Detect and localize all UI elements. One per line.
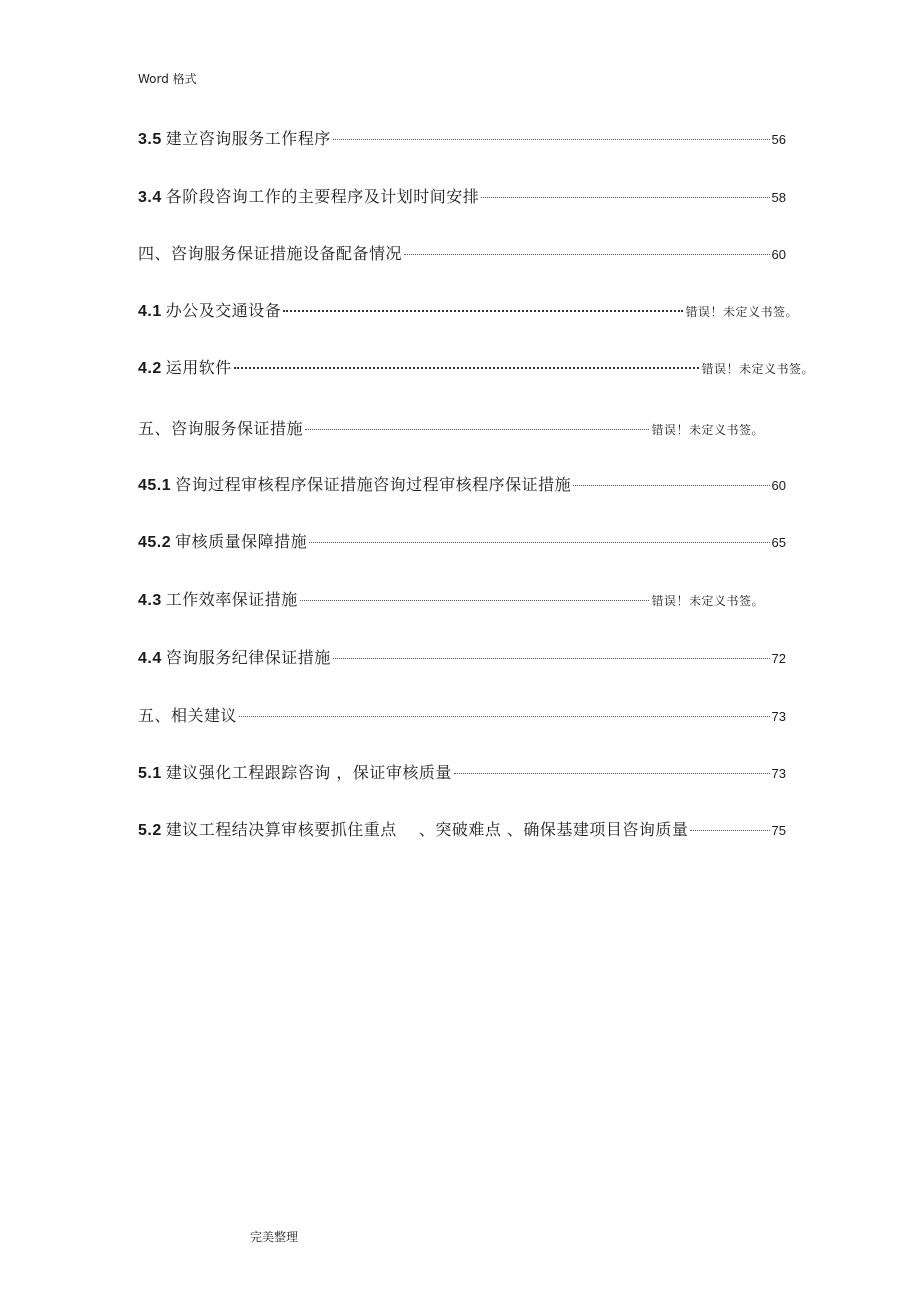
toc-entry-title: 5.1 建议强化工程跟踪咨询 ，保证审核质量 bbox=[138, 763, 452, 782]
toc-page-number: 58 bbox=[771, 190, 786, 205]
page-footer: 完美整理 bbox=[250, 1230, 299, 1244]
toc-entry-title: 45.1 咨询过程审核程序保证措施咨询过程审核程序保证措施 bbox=[138, 475, 572, 494]
toc-leader bbox=[283, 310, 683, 312]
toc-entry[interactable] bbox=[138, 357, 814, 379]
toc-entry-title: 五、相关建议 bbox=[138, 706, 238, 725]
toc-page-number: 72 bbox=[771, 651, 786, 666]
toc-entry[interactable] bbox=[138, 589, 764, 611]
toc-entry[interactable] bbox=[138, 300, 798, 322]
toc-entry[interactable] bbox=[138, 186, 786, 208]
toc-entry[interactable] bbox=[138, 474, 786, 496]
toc-leader bbox=[309, 542, 769, 543]
toc-leader bbox=[481, 197, 769, 198]
toc-entry-title: 3.4 各阶段咨询工作的主要程序及计划时间安排 bbox=[138, 187, 480, 206]
toc-entry-title: 4.1 办公及交通设备 bbox=[138, 301, 282, 320]
toc-entry[interactable] bbox=[138, 243, 786, 265]
toc-page-number: 56 bbox=[771, 132, 786, 147]
toc-entry[interactable] bbox=[138, 418, 764, 440]
toc-page-number: 65 bbox=[771, 535, 786, 550]
toc-page-number: 错误！未定义书签。 bbox=[701, 362, 814, 376]
toc-entry-title: 45.2 审核质量保障措施 bbox=[138, 532, 308, 551]
toc-page-number: 75 bbox=[771, 823, 786, 838]
toc-leader bbox=[404, 254, 770, 255]
toc-page-number: 73 bbox=[771, 709, 786, 724]
toc-page-number: 错误！未定义书签。 bbox=[651, 423, 764, 437]
toc-page-number: 60 bbox=[771, 247, 786, 262]
toc-page-number: 73 bbox=[771, 766, 786, 781]
toc-entry-title: 5.2 建议工程结决算审核要抓住重点 、突破难点 、确保基建项目咨询质量 bbox=[138, 820, 689, 839]
toc-leader bbox=[333, 658, 770, 659]
toc-leader bbox=[690, 830, 769, 831]
toc-entry-title: 4.2 运用软件 bbox=[138, 358, 232, 377]
toc-page-number: 错误！未定义书签。 bbox=[651, 594, 764, 608]
page-header: Word 格式 bbox=[138, 72, 197, 86]
toc-entry-title: 四、咨询服务保证措施设备配备情况 bbox=[138, 244, 403, 263]
toc-page-number: 60 bbox=[771, 478, 786, 493]
toc-entry-title: 五、咨询服务保证措施 bbox=[138, 419, 304, 438]
toc-entry-title: 4.3 工作效率保证措施 bbox=[138, 590, 298, 609]
toc-entry[interactable] bbox=[138, 647, 786, 669]
toc-leader bbox=[239, 716, 770, 717]
toc-entry[interactable] bbox=[138, 128, 786, 150]
toc-entry[interactable] bbox=[138, 762, 786, 784]
toc-entry-title: 3.5 建立咨询服务工作程序 bbox=[138, 129, 331, 148]
toc-leader bbox=[333, 139, 770, 140]
toc-entry[interactable] bbox=[138, 531, 786, 553]
toc-leader bbox=[234, 367, 700, 369]
toc-entry[interactable] bbox=[138, 705, 786, 727]
toc-leader bbox=[305, 429, 649, 430]
toc-leader bbox=[573, 485, 769, 486]
toc-leader bbox=[300, 600, 650, 601]
toc-leader bbox=[454, 773, 770, 774]
toc-entry-title: 4.4 咨询服务纪律保证措施 bbox=[138, 648, 331, 667]
toc-page-number: 错误！未定义书签。 bbox=[685, 305, 798, 319]
toc-entry[interactable] bbox=[138, 819, 786, 841]
